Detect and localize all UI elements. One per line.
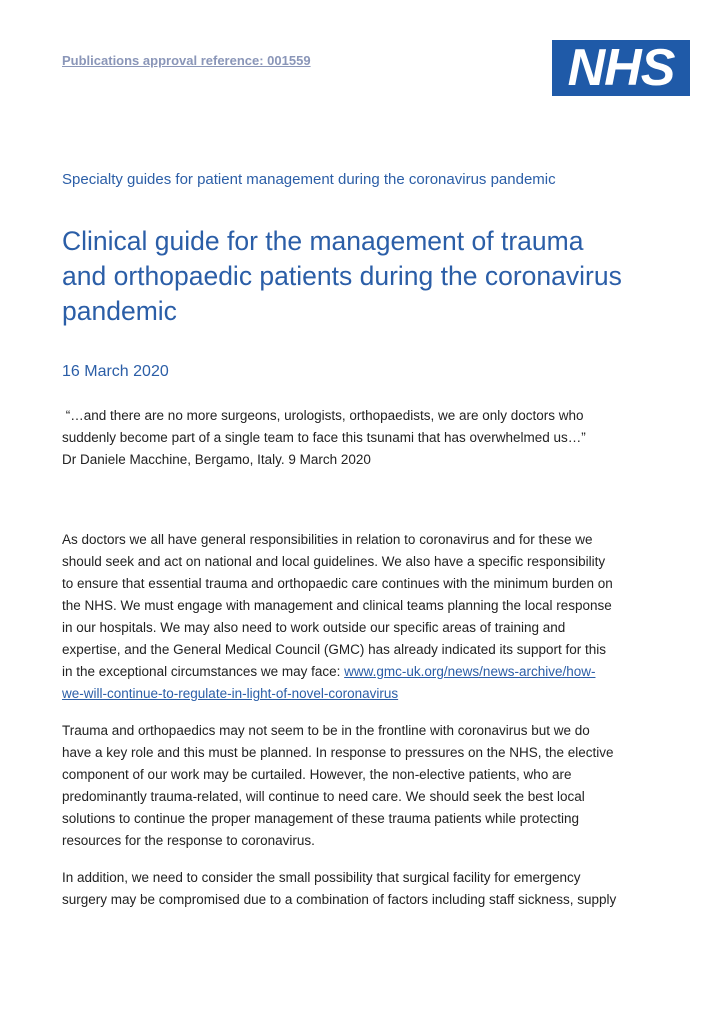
gmc-link[interactable]: www.gmc-uk.org/news/news-archive/how- [344,664,596,679]
quote-line: “…and there are no more surgeons, urologists, orthopaedists, we are only doctors who [62,408,584,423]
quote-attribution: Dr Daniele Macchine, Bergamo, Italy. 9 March 2020 [62,452,371,467]
paragraph-line: expertise, and the General Medical Council (GMC) has already indicated its support for this [62,642,607,657]
opening-quote [62,405,662,471]
paragraph-line: solutions to continue the proper management of these trauma patients while protecting [62,811,580,826]
gmc-link-continued[interactable]: we-will-continue-to-regulate-in-light-of-novel-coronavirus [62,686,399,701]
paragraph-2 [62,720,662,852]
paragraph-line: predominantly trauma-related, will continue to need care. We should seek the best local [62,789,585,804]
paragraph-line: In addition, we need to consider the small possibility that surgical facility for emergency [62,870,581,885]
paragraph-line: component of our work may be curtailed. However, the non-elective patients, who are [62,767,572,782]
document-title [62,224,682,329]
body-text [62,529,662,926]
title-line: and orthopaedic patients during the coronavirus [62,261,622,291]
publication-date: 16 March 2020 [62,363,169,380]
paragraph-1 [62,529,662,705]
paragraph-line: resources for the response to coronavirus. [62,833,315,848]
paragraph-line: the NHS. We must engage with management and clinical teams planning the local response [62,598,612,613]
nhs-logo: NHS [552,40,690,96]
paragraph-line: surgery may be compromised due to a combination of factors including staff sickness, supply [62,892,617,907]
quote-line: suddenly become part of a single team to face this tsunami that has overwhelmed us…” [62,430,586,445]
paragraph-3 [62,867,662,911]
paragraph-line: in the exceptional circumstances we may face: [62,664,345,679]
paragraph-line: to ensure that essential trauma and orthopaedic care continues with the minimum burden on [62,576,613,591]
series-title: Specialty guides for patient management during the coronavirus pandemic [62,171,556,188]
paragraph-line: in our hospitals. We may also need to work outside our specific areas of training and [62,620,566,635]
title-line: pandemic [62,296,177,326]
paragraph-line: should seek and act on national and local guidelines. We also have a specific responsibility [62,554,606,569]
title-line: Clinical guide for the management of trauma [62,226,584,256]
paragraph-line: As doctors we all have general responsibilities in relation to coronavirus and for these we [62,532,593,547]
approval-reference: Publications approval reference: 001559 [62,53,311,68]
paragraph-line: have a key role and this must be planned. In response to pressures on the NHS, the elective [62,745,614,760]
paragraph-line: Trauma and orthopaedics may not seem to be in the frontline with coronavirus but we do [62,723,590,738]
